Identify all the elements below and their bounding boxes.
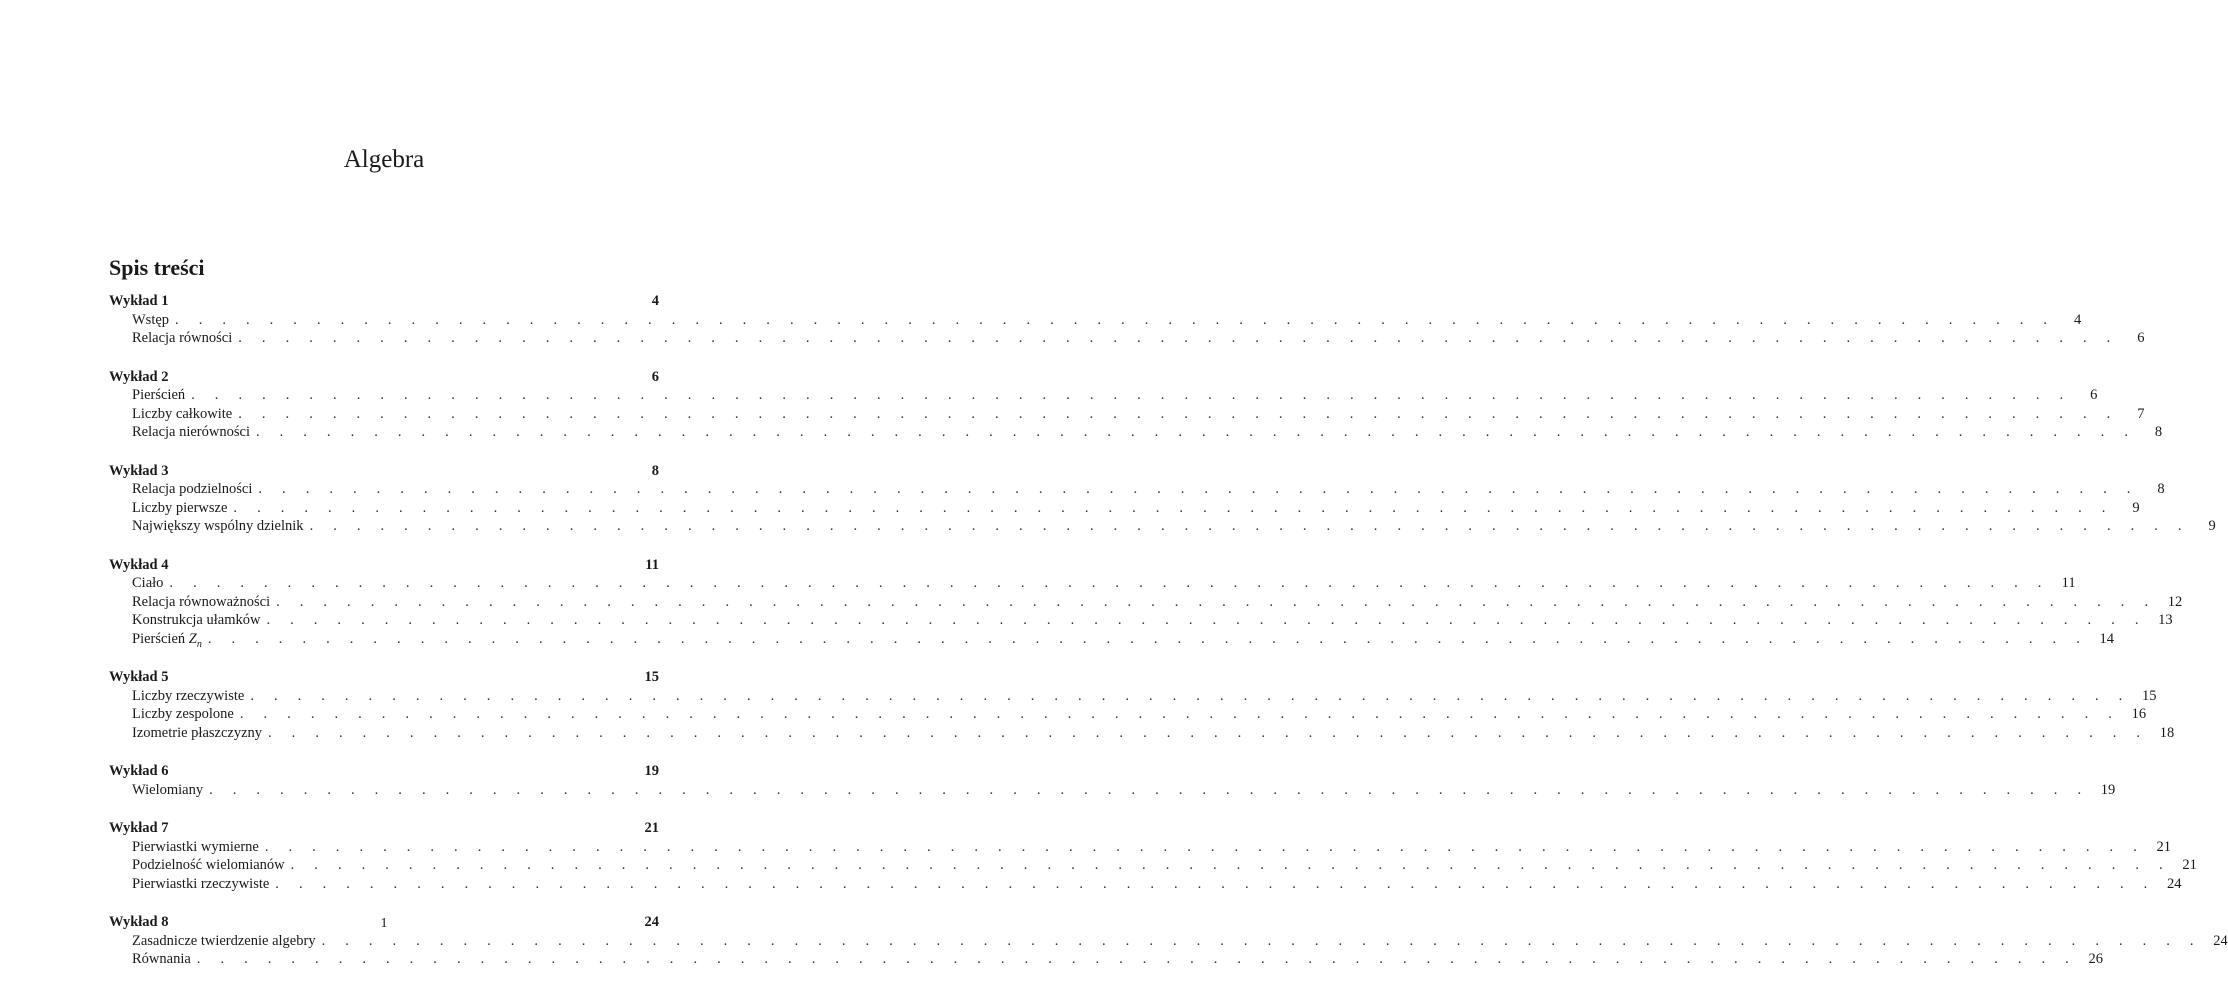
toc-section-title: Liczby zespolone bbox=[132, 706, 234, 722]
toc-leader-dots: . . . . . . . . . . . . . . . . . . . . . . . . . . . . . . . . . . . . . . . . . . . . . . . . . . . . . . . . . . . . . . . . . . . . . . . . . . . . . . . . bbox=[321, 932, 2202, 949]
toc-lecture-title: Wykład 4 bbox=[109, 556, 169, 573]
toc-section-page: 18 bbox=[2159, 724, 2175, 741]
toc-section-page: 24 bbox=[2166, 875, 2182, 892]
toc-section-title: Ciało bbox=[132, 575, 164, 591]
toc-section-page: 14 bbox=[2099, 630, 2115, 647]
toc-leader-dots: . . . . . . . . . . . . . . . . . . . . . . . . . . . . . . . . . . . . . . . . . . . . . . . . . . . . . . . . . . . . . . . . . . . . . . . . . . . . . . . . bbox=[209, 781, 2090, 798]
toc-leader-dots: . . . . . . . . . . . . . . . . . . . . . . . . . . . . . . . . . . . . . . . . . . . . . . . . . . . . . . . . . . . . . . . . . . . . . . . . . . . . . . . . bbox=[258, 481, 2139, 497]
toc-section-title: Wstęp bbox=[132, 311, 170, 328]
toc-section-entry[interactable] bbox=[109, 423, 2163, 442]
toc-section-entry[interactable] bbox=[109, 311, 2082, 330]
toc-lecture-entry[interactable] bbox=[109, 762, 659, 781]
toc-section-entry[interactable] bbox=[109, 724, 2175, 743]
toc-section-page: 24 bbox=[2213, 932, 2228, 949]
toc-section-title: Pierwiastki rzeczywiste bbox=[132, 875, 270, 892]
toc-lecture-title: Wykład 5 bbox=[109, 669, 169, 685]
toc-leader-dots: . . . . . . . . . . . . . . . . . . . . . . . . . . . . . . . . . . . . . . . . . . . . . . . . . . . . . . . . . . . . . . . . . . . . . . . . . . . . . . . . bbox=[169, 575, 2050, 591]
toc-leader-dots: . . . . . . . . . . . . . . . . . . . . . . . . . . . . . . . . . . . . . . . . . . . . . . . . . . . . . . . . . . . . . . . . . . . . . . . . . . . . . . . . bbox=[275, 875, 2156, 892]
page-number: 1 bbox=[380, 916, 388, 931]
toc-leader-dots: . . . . . . . . . . . . . . . . . . . . . . . . . . . . . . . . . . . . . . . . . . . . . . . . . . . . . . . . . . . . . . . . . . . . . . . . . . . . . . . . bbox=[238, 330, 2119, 346]
toc-lecture bbox=[109, 368, 2163, 442]
toc-section-entry[interactable] bbox=[109, 405, 2145, 424]
toc-heading: Spis treści bbox=[109, 255, 205, 280]
toc-leader-dots: . . . . . . . . . . . . . . . . . . . . . . . . . . . . . . . . . . . . . . . . . . . . . . . . . . . . . . . . . . . . . . . . . . . . . . . . . . . . . . . . bbox=[191, 387, 2072, 403]
toc-section-title: Relacja nierówności bbox=[132, 424, 250, 440]
toc-lecture bbox=[109, 668, 2175, 742]
toc-section-page: 8 bbox=[2154, 424, 2163, 440]
toc-leader-dots: . . . . . . . . . . . . . . . . . . . . . . . . . . . . . . . . . . . . . . . . . . . . . . . . . . . . . . . . . . . . . . . . . . . . . . . . . . . . . . . . bbox=[175, 311, 2056, 328]
toc-lecture-page: 15 bbox=[644, 669, 659, 685]
toc-section-page: 11 bbox=[2061, 575, 2076, 591]
toc-section-page: 9 bbox=[2132, 499, 2140, 516]
toc-section-entry[interactable] bbox=[109, 705, 2147, 724]
table-of-contents bbox=[109, 292, 2228, 969]
toc-lecture-page: 4 bbox=[651, 293, 659, 309]
toc-section-title: Podzielność wielomianów bbox=[132, 857, 285, 873]
toc-section-title: Pierścień bbox=[132, 387, 186, 403]
toc-lecture-entry[interactable] bbox=[109, 292, 659, 311]
toc-leader-dots: . . . . . . . . . . . . . . . . . . . . . . . . . . . . . . . . . . . . . . . . . . . . . . . . . . . . . . . . . . . . . . . . . . . . . . . . . . . . . . . . bbox=[255, 424, 2137, 440]
toc-leader-dots: . . . . . . . . . . . . . . . . . . . . . . . . . . . . . . . . . . . . . . . . . . . . . . . . . . . . . . . . . . . . . . . . . . . . . . . . . . . . . . . . bbox=[309, 518, 2190, 534]
toc-lecture-entry[interactable] bbox=[109, 819, 659, 838]
toc-section-title: Pierwiastki wymierne bbox=[132, 838, 259, 855]
toc-leader-dots: . . . . . . . . . . . . . . . . . . . . . . . . . . . . . . . . . . . . . . . . . . . . . . . . . . . . . . . . . . . . . . . . . . . . . . . . . . . . . . . . bbox=[276, 593, 2157, 610]
toc-lecture-title: Wykład 3 bbox=[109, 462, 169, 479]
toc-section-entry[interactable] bbox=[109, 838, 2172, 857]
toc-leader-dots: . . . . . . . . . . . . . . . . . . . . . . . . . . . . . . . . . . . . . . . . . . . . . . . . . . . . . . . . . . . . . . . . . . . . . . . . . . . . . . . . bbox=[268, 724, 2149, 741]
toc-section-entry[interactable] bbox=[109, 875, 2182, 894]
toc-section-page: 13 bbox=[2158, 612, 2173, 628]
toc-lecture-entry[interactable] bbox=[109, 368, 659, 387]
toc-lecture-title: Wykład 8 bbox=[109, 914, 169, 930]
toc-section-page: 15 bbox=[2142, 687, 2157, 704]
toc-section-entry[interactable] bbox=[109, 499, 2140, 518]
toc-section-page: 4 bbox=[2073, 311, 2082, 328]
toc-section-entry[interactable] bbox=[109, 950, 2103, 969]
toc-section-page: 7 bbox=[2137, 405, 2145, 422]
toc-lecture bbox=[109, 556, 2183, 650]
toc-section-page: 6 bbox=[2090, 387, 2098, 403]
toc-lecture bbox=[109, 292, 2145, 348]
toc-lecture-entry[interactable] bbox=[109, 462, 659, 481]
toc-leader-dots: . . . . . . . . . . . . . . . . . . . . . . . . . . . . . . . . . . . . . . . . . . . . . . . . . . . . . . . . . . . . . . . . . . . . . . . . . . . . . . . . bbox=[207, 630, 2089, 647]
toc-section-entry[interactable] bbox=[109, 630, 2115, 650]
toc-section-title: Relacja równoważności bbox=[132, 593, 271, 610]
toc-leader-dots: . . . . . . . . . . . . . . . . . . . . . . . . . . . . . . . . . . . . . . . . . . . . . . . . . . . . . . . . . . . . . . . . . . . . . . . . . . . . . . . . bbox=[233, 499, 2114, 516]
toc-section-title: Konstrukcja ułamków bbox=[132, 612, 261, 628]
toc-leader-dots: . . . . . . . . . . . . . . . . . . . . . . . . . . . . . . . . . . . . . . . . . . . . . . . . . . . . . . . . . . . . . . . . . . . . . . . . . . . . . . . . bbox=[250, 687, 2131, 704]
toc-section-entry[interactable] bbox=[109, 687, 2157, 706]
toc-lecture-entry[interactable] bbox=[109, 556, 659, 575]
toc-section-title: Wielomiany bbox=[132, 781, 204, 798]
toc-lecture-title: Wykład 7 bbox=[109, 820, 169, 836]
toc-lecture bbox=[109, 819, 2197, 893]
toc-section-title: Liczby całkowite bbox=[132, 405, 233, 422]
toc-section-title: Pierścień $Z_n$ bbox=[132, 630, 202, 650]
toc-section-page: 12 bbox=[2167, 593, 2183, 610]
toc-section-page: 6 bbox=[2137, 330, 2145, 346]
toc-section-entry[interactable] bbox=[109, 480, 2165, 499]
toc-lecture-page: 19 bbox=[644, 763, 659, 779]
toc-section-page: 21 bbox=[2156, 838, 2172, 855]
toc-lecture-title: Wykład 1 bbox=[109, 293, 169, 309]
toc-lecture-title: Wykład 6 bbox=[109, 763, 169, 779]
toc-leader-dots: . . . . . . . . . . . . . . . . . . . . . . . . . . . . . . . . . . . . . . . . . . . . . . . . . . . . . . . . . . . . . . . . . . . . . . . . . . . . . . . . bbox=[266, 612, 2147, 628]
toc-section-title: Izometrie płaszczyzny bbox=[132, 724, 263, 741]
toc-lecture-page: 6 bbox=[651, 368, 659, 385]
toc-leader-dots: . . . . . . . . . . . . . . . . . . . . . . . . . . . . . . . . . . . . . . . . . . . . . . . . . . . . . . . . . . . . . . . . . . . . . . . . . . . . . . . . bbox=[290, 857, 2171, 873]
toc-lecture-page: 21 bbox=[644, 820, 659, 836]
toc-section-title: Największy wspólny dzielnik bbox=[132, 518, 304, 534]
toc-section-entry[interactable] bbox=[109, 386, 2098, 405]
toc-section-page: 9 bbox=[2208, 518, 2216, 534]
toc-lecture-title: Wykład 2 bbox=[109, 368, 169, 385]
toc-section-page: 16 bbox=[2131, 706, 2147, 722]
toc-section-entry[interactable] bbox=[109, 517, 2216, 536]
toc-section-entry[interactable] bbox=[109, 856, 2197, 875]
toc-lecture-entry[interactable] bbox=[109, 668, 659, 687]
toc-section-entry[interactable] bbox=[109, 574, 2076, 593]
toc-lecture-page: 11 bbox=[645, 556, 659, 573]
toc-section-title: Relacja podzielności bbox=[132, 481, 253, 497]
toc-section-entry[interactable] bbox=[109, 611, 2173, 630]
toc-section-entry[interactable] bbox=[109, 932, 2228, 951]
toc-leader-dots: . . . . . . . . . . . . . . . . . . . . . . . . . . . . . . . . . . . . . . . . . . . . . . . . . . . . . . . . . . . . . . . . . . . . . . . . . . . . . . . . bbox=[239, 706, 2121, 722]
toc-lecture-page: 24 bbox=[644, 914, 659, 930]
toc-section-page: 8 bbox=[2157, 481, 2165, 497]
toc-section-page: 19 bbox=[2100, 781, 2116, 798]
toc-section-title: Równania bbox=[132, 951, 191, 967]
toc-section-title: Zasadnicze twierdzenie algebry bbox=[132, 932, 316, 949]
toc-leader-dots: . . . . . . . . . . . . . . . . . . . . . . . . . . . . . . . . . . . . . . . . . . . . . . . . . . . . . . . . . . . . . . . . . . . . . . . . . . . . . . . . bbox=[196, 951, 2077, 967]
toc-section-entry[interactable] bbox=[109, 781, 2116, 800]
toc-lecture-page: 8 bbox=[651, 462, 659, 479]
toc-lecture bbox=[109, 762, 2116, 799]
toc-section-title: Relacja równości bbox=[132, 330, 233, 346]
toc-leader-dots: . . . . . . . . . . . . . . . . . . . . . . . . . . . . . . . . . . . . . . . . . . . . . . . . . . . . . . . . . . . . . . . . . . . . . . . . . . . . . . . . bbox=[238, 405, 2119, 422]
toc-leader-dots: . . . . . . . . . . . . . . . . . . . . . . . . . . . . . . . . . . . . . . . . . . . . . . . . . . . . . . . . . . . . . . . . . . . . . . . . . . . . . . . . bbox=[264, 838, 2146, 855]
toc-section-entry[interactable] bbox=[109, 593, 2183, 612]
toc-section-entry[interactable] bbox=[109, 329, 2145, 348]
toc-section-title: Liczby pierwsze bbox=[132, 499, 228, 516]
toc-section-title: Liczby rzeczywiste bbox=[132, 687, 245, 704]
toc-lecture bbox=[109, 462, 2216, 536]
toc-section-page: 21 bbox=[2182, 857, 2197, 873]
document-title: Algebra bbox=[343, 146, 425, 173]
toc-section-page: 26 bbox=[2088, 951, 2103, 967]
